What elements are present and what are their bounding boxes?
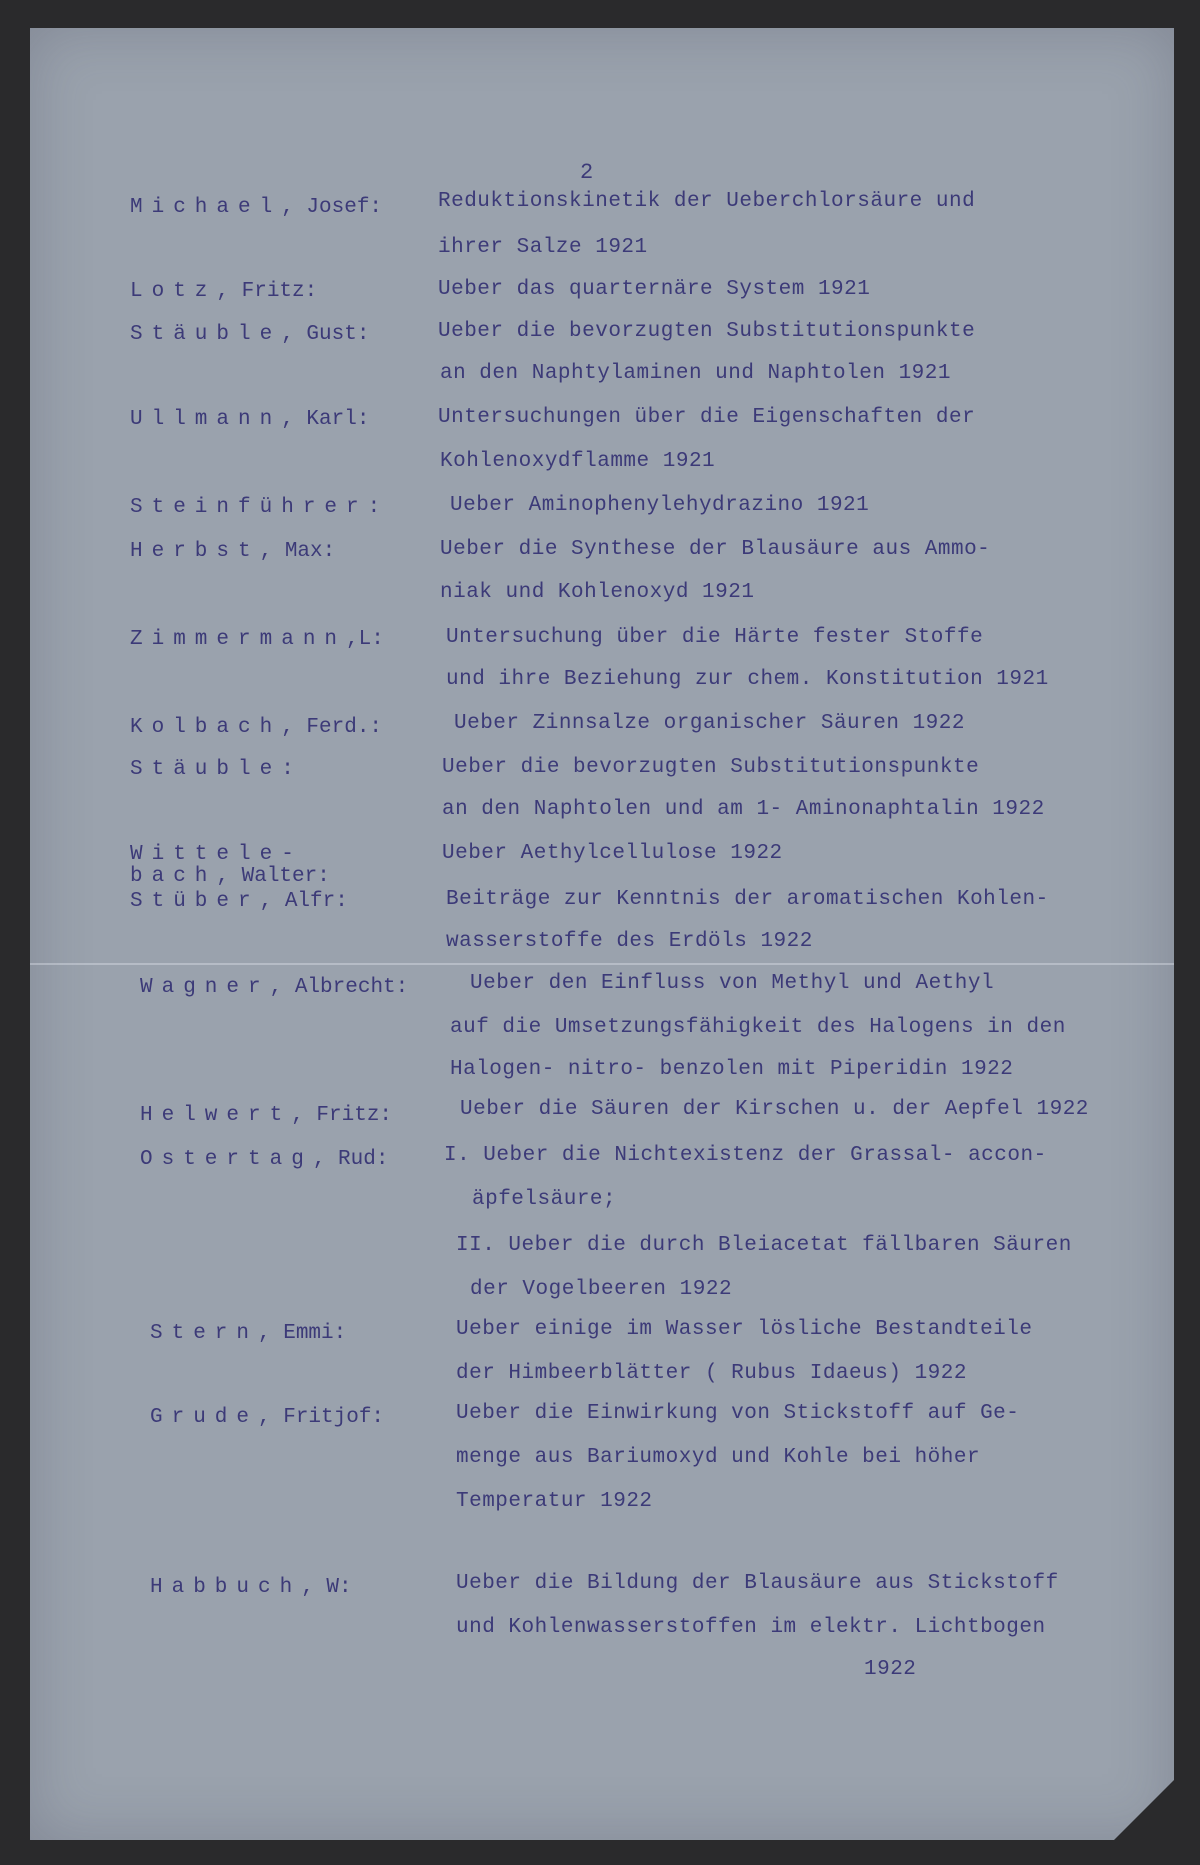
author-name (130, 843, 303, 866)
title-line: Reduktionskinetik der Ueberchlorsäure und (438, 190, 976, 213)
author-name (140, 1104, 392, 1127)
surname: Michael (130, 196, 282, 219)
surname: bach (130, 865, 217, 888)
title-line: I. Ueber die Nichtexistenz der Grassal- accon- (444, 1144, 1047, 1167)
title-line: 1922 (864, 1658, 917, 1681)
title-line: an den Naphtolen und am 1- Aminonaphtalin 1922 (442, 798, 1045, 821)
given-name: , Emmi: (258, 1322, 347, 1345)
given-name: , Ferd.: (281, 716, 383, 739)
paper-sheet (30, 28, 1174, 1840)
given-name: , Karl: (281, 408, 370, 431)
title-line: Untersuchungen über die Eigenschaften der (438, 406, 976, 429)
surname: Helwert (140, 1104, 292, 1127)
given-name: : (281, 758, 294, 781)
surname: Grude (150, 1406, 259, 1429)
given-name: , Rud: (312, 1148, 389, 1171)
title-line: der Himbeerblätter ( Rubus Idaeus) 1922 (456, 1362, 967, 1385)
title-line: äpfelsäure; (472, 1188, 617, 1211)
author-name (130, 628, 384, 651)
title-line: der Vogelbeeren 1922 (470, 1278, 733, 1301)
given-name: , Alfr: (259, 890, 348, 913)
torn-corner (1114, 1780, 1174, 1840)
author-name (130, 496, 380, 519)
author-name-continued (130, 865, 330, 888)
title-line: Ueber einige im Wasser lösliche Bestandteile (456, 1318, 1033, 1341)
title-line: Ueber Aminophenylehydrazino 1921 (450, 494, 870, 517)
title-line: an den Naphtylaminen und Naphtolen 1921 (440, 362, 951, 385)
title-line: und Kohlenwasserstoffen im elektr. Lichtbogen (456, 1616, 1046, 1639)
title-line: niak und Kohlenoxyd 1921 (440, 581, 755, 604)
surname: Steinführer (130, 496, 368, 519)
page-number: 2 (580, 160, 594, 185)
title-line: Untersuchung über die Härte fester Stoffe (446, 626, 984, 649)
surname: Ullmann (130, 408, 282, 431)
title-line: Temperatur 1922 (456, 1490, 653, 1513)
given-name: , Gust: (281, 323, 370, 346)
surname: Stern (150, 1322, 259, 1345)
given-name: , Walter: (216, 865, 330, 888)
author-name (150, 1576, 352, 1599)
title-line: Ueber den Einfluss von Methyl und Aethyl (470, 972, 995, 995)
title-line: Ueber die Synthese der Blausäure aus Ammo- (440, 538, 991, 561)
title-line: Halogen- nitro- benzolen mit Piperidin 1922 (450, 1058, 1014, 1081)
author-name (130, 758, 294, 781)
surname: Wittele- (130, 843, 303, 866)
author-name (130, 408, 369, 431)
author-name (140, 976, 408, 999)
title-line: II. Ueber die durch Bleiacetat fällbaren Säuren (456, 1234, 1072, 1257)
author-name (130, 890, 348, 913)
author-name (150, 1322, 346, 1345)
title-line: Ueber die Säuren der Kirschen u. der Aepfel 1922 (460, 1098, 1089, 1121)
title-line: wasserstoffe des Erdöls 1922 (446, 930, 813, 953)
title-line: Ueber die Einwirkung von Stickstoff auf Ge- (456, 1402, 1020, 1425)
given-name: : (367, 496, 381, 519)
title-line: Ueber das quarternäre System 1921 (438, 278, 871, 301)
author-name (130, 280, 317, 303)
title-line: Kohlenoxydflamme 1921 (440, 450, 716, 473)
title-line: Ueber die bevorzugten Substitutionspunkte (438, 320, 976, 343)
given-name: , Fritz: (216, 280, 318, 303)
given-name: , Fritz: (291, 1104, 393, 1127)
title-line: menge aus Bariumoxyd und Kohle bei höher (456, 1446, 981, 1469)
given-name: , Albrecht: (269, 976, 409, 999)
author-name (130, 196, 382, 219)
author-name (150, 1406, 384, 1429)
title-line: auf die Umsetzungsfähigkeit des Halogens in den (450, 1016, 1066, 1039)
author-name (130, 540, 335, 563)
given-name: , W: (301, 1576, 352, 1599)
given-name: , Josef: (281, 196, 383, 219)
fold-line (30, 963, 1174, 965)
surname: Stäuble (130, 323, 282, 346)
title-line: Ueber Aethylcellulose 1922 (442, 842, 783, 865)
given-name: , Max: (259, 540, 336, 563)
title-line: Ueber Zinnsalze organischer Säuren 1922 (454, 712, 965, 735)
surname: Kolbach (130, 716, 282, 739)
surname: Lotz (130, 280, 217, 303)
author-name (140, 1148, 388, 1171)
title-line: und ihre Beziehung zur chem. Konstitution 1921 (446, 668, 1049, 691)
author-name (130, 716, 382, 739)
author-name (130, 323, 369, 346)
surname: Wagner (140, 976, 270, 999)
surname: Stüber (130, 890, 260, 913)
surname: Zimmermann (130, 628, 347, 651)
surname: Ostertag (140, 1148, 313, 1171)
given-name: , Fritjof: (258, 1406, 385, 1429)
surname: Herbst (130, 540, 260, 563)
title-line: Ueber die bevorzugten Substitutionspunkte (442, 756, 980, 779)
title-line: Beiträge zur Kenntnis der aromatischen Kohlen- (446, 888, 1049, 911)
title-line: ihrer Salze 1921 (438, 236, 648, 259)
surname: Habbuch (150, 1576, 302, 1599)
title-line: Ueber die Bildung der Blausäure aus Stickstoff (456, 1572, 1059, 1595)
surname: Stäuble (130, 758, 282, 781)
given-name: ,L: (346, 628, 384, 651)
